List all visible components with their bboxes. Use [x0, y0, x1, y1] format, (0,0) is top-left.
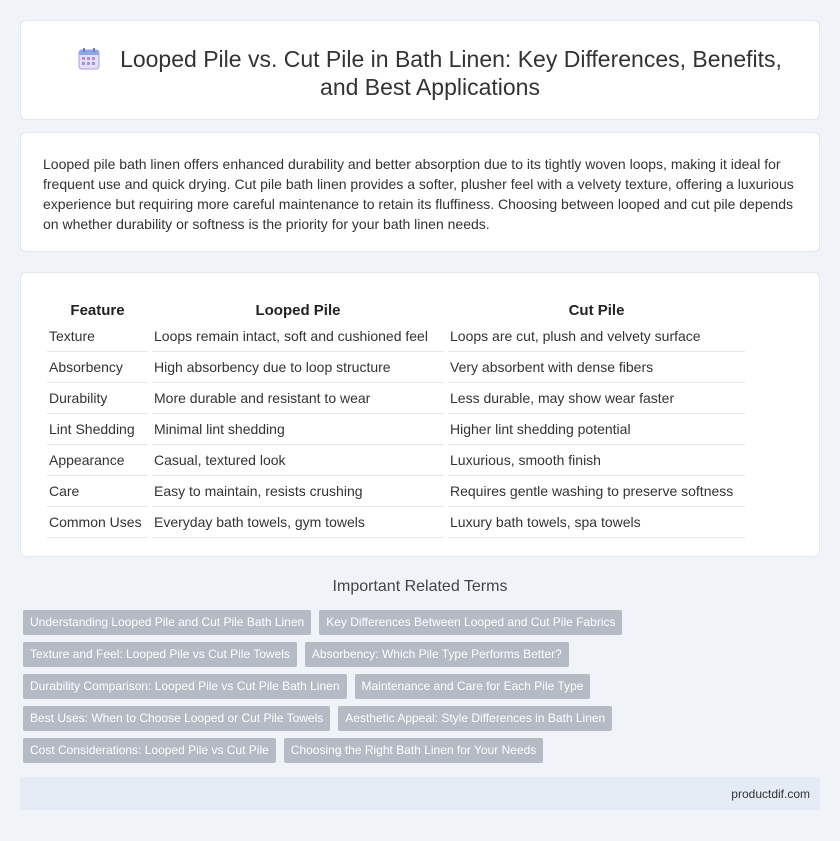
comparison-table	[43, 295, 749, 538]
table-row	[47, 352, 745, 383]
looped-cell: Casual, textured look	[152, 445, 444, 476]
feature-cell: Absorbency	[47, 352, 148, 383]
feature-cell: Lint Shedding	[47, 414, 148, 445]
table-row	[47, 507, 745, 538]
looped-cell: More durable and resistant to wear	[152, 383, 444, 414]
header-looped-pile: Looped Pile	[255, 302, 341, 319]
footer-site-label: productdif.com	[731, 787, 810, 801]
table-row	[47, 476, 745, 507]
related-term-tag[interactable]: Maintenance and Care for Each Pile Type	[355, 674, 591, 699]
tag-row	[23, 706, 813, 738]
footer	[20, 777, 820, 810]
comparison-card	[20, 272, 820, 557]
table-row	[47, 321, 745, 352]
feature-cell: Common Uses	[47, 507, 148, 538]
looped-cell: Loops remain intact, soft and cushioned feel	[152, 321, 444, 352]
cut-cell: Loops are cut, plush and velvety surface	[448, 321, 745, 352]
table-header-row	[47, 295, 745, 321]
cut-cell: Luxurious, smooth finish	[448, 445, 745, 476]
related-term-tag[interactable]: Aesthetic Appeal: Style Differences in Bath Linen	[338, 706, 612, 731]
feature-cell: Texture	[47, 321, 148, 352]
related-terms-list	[23, 610, 813, 770]
feature-cell: Appearance	[47, 445, 148, 476]
feature-cell: Durability	[47, 383, 148, 414]
tag-row	[23, 642, 813, 674]
related-term-tag[interactable]: Key Differences Between Looped and Cut Pile Fabrics	[319, 610, 622, 635]
looped-cell: Easy to maintain, resists crushing	[152, 476, 444, 507]
related-terms-title: Important Related Terms	[332, 578, 508, 595]
cut-cell: Less durable, may show wear faster	[448, 383, 745, 414]
related-term-tag[interactable]: Durability Comparison: Looped Pile vs Cut Pile Bath Linen	[23, 674, 347, 699]
looped-cell: High absorbency due to loop structure	[152, 352, 444, 383]
tag-row	[23, 610, 813, 642]
header-cut-pile: Cut Pile	[568, 302, 625, 319]
page-title: Looped Pile vs. Cut Pile in Bath Linen: Key Differences, Benefits, and Best Applications	[120, 46, 782, 100]
cut-cell: Very absorbent with dense fibers	[448, 352, 745, 383]
looped-cell: Minimal lint shedding	[152, 414, 444, 445]
header-card	[20, 20, 820, 120]
cut-cell: Requires gentle washing to preserve softness	[448, 476, 745, 507]
tag-row	[23, 738, 813, 770]
table-row	[47, 383, 745, 414]
tag-row	[23, 674, 813, 706]
table-row	[47, 414, 745, 445]
related-term-tag[interactable]: Choosing the Right Bath Linen for Your Needs	[284, 738, 544, 763]
related-term-tag[interactable]: Cost Considerations: Looped Pile vs Cut Pile	[23, 738, 276, 763]
intro-paragraph: Looped pile bath linen offers enhanced durability and better absorption due to its tightly woven loops, making it ideal for frequent use and quick drying. Cut pile bath linen provides a softer, plusher feel with a velvety texture, offering a luxurious experience but requiring more careful maintenance to retain its fluffiness. Choosing between looped and cut pile depends on whether durability or softness is the priority for your bath linen needs.	[43, 156, 794, 232]
feature-cell: Care	[47, 476, 148, 507]
related-term-tag[interactable]: Best Uses: When to Choose Looped or Cut Pile Towels	[23, 706, 330, 731]
looped-cell: Everyday bath towels, gym towels	[152, 507, 444, 538]
title-wrap	[61, 45, 799, 101]
cut-cell: Luxury bath towels, spa towels	[448, 507, 745, 538]
calendar-icon	[78, 48, 100, 70]
related-term-tag[interactable]: Understanding Looped Pile and Cut Pile Bath Linen	[23, 610, 311, 635]
related-term-tag[interactable]: Absorbency: Which Pile Type Performs Better?	[305, 642, 569, 667]
intro-card	[20, 132, 820, 252]
header-feature: Feature	[70, 302, 125, 319]
table-row	[47, 445, 745, 476]
cut-cell: Higher lint shedding potential	[448, 414, 745, 445]
related-term-tag[interactable]: Texture and Feel: Looped Pile vs Cut Pile Towels	[23, 642, 297, 667]
